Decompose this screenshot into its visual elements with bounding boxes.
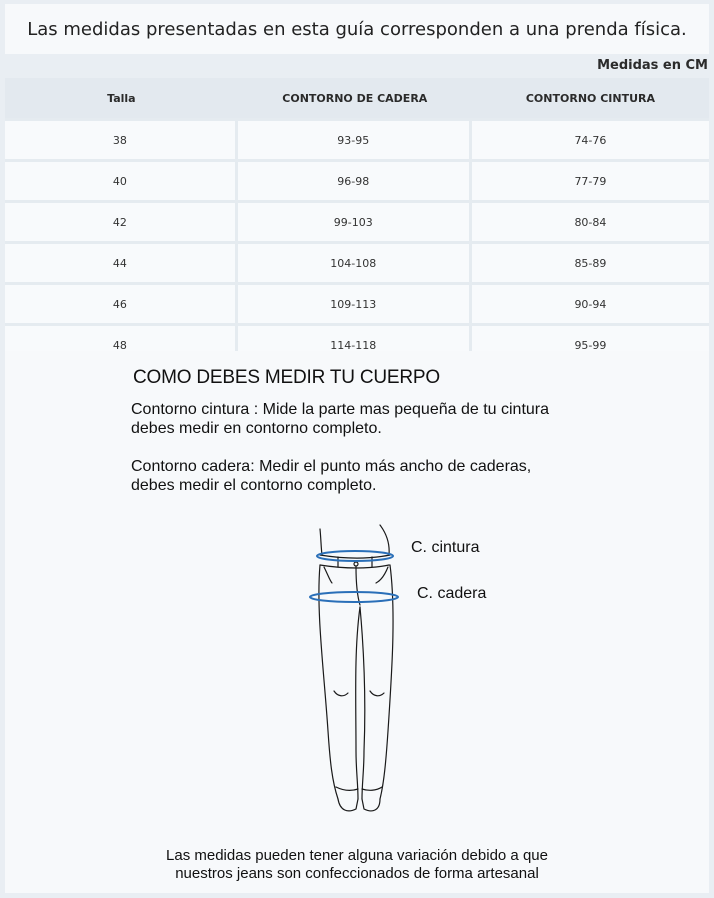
cell-size: 42 — [5, 200, 238, 241]
cell-waist: 90-94 — [472, 282, 709, 323]
table-row — [5, 200, 709, 241]
waist-label: C. cintura — [411, 539, 480, 556]
cell-waist: 80-84 — [472, 200, 709, 241]
cell-size: 40 — [5, 159, 238, 200]
cell-hip: 96-98 — [238, 159, 472, 200]
table-row — [5, 282, 709, 323]
header-size: Talla — [5, 78, 238, 118]
waist-instructions — [131, 400, 611, 438]
variation-note-line-1: Las medidas pueden tener alguna variación debido a que — [166, 847, 548, 864]
cell-hip: 93-95 — [238, 118, 472, 159]
cell-waist: 77-79 — [472, 159, 709, 200]
header-hip: CONTORNO DE CADERA — [238, 78, 472, 118]
cell-size: 44 — [5, 241, 238, 282]
cell-waist: 74-76 — [472, 118, 709, 159]
table-row — [5, 159, 709, 200]
table-row — [5, 118, 709, 159]
table-header-row — [5, 78, 709, 118]
hip-line-2: debes medir el contorno completo. — [131, 477, 377, 494]
hip-line-1: Contorno cadera: Medir el punto más ancho de caderas, — [131, 458, 532, 475]
cell-size: 48 — [5, 323, 238, 364]
measuring-guide — [5, 351, 709, 893]
measurement-bands — [310, 551, 398, 602]
cell-size: 38 — [5, 118, 238, 159]
variation-note-line-2: nuestros jeans son confeccionados de forma artesanal — [175, 865, 539, 882]
cell-hip: 99-103 — [238, 200, 472, 241]
hip-label: C. cadera — [417, 585, 487, 602]
variation-note — [5, 847, 709, 883]
units-label: Medidas en CM — [597, 58, 708, 73]
cell-hip: 104-108 — [238, 241, 472, 282]
guide-title: COMO DEBES MEDIR TU CUERPO — [133, 367, 440, 388]
table-row — [5, 241, 709, 282]
jeans-figure-illustration — [300, 521, 410, 816]
jeans-outline — [319, 525, 393, 811]
cell-hip: 109-113 — [238, 282, 472, 323]
cell-waist: 95-99 — [472, 323, 709, 364]
size-table — [5, 78, 709, 364]
cell-waist: 85-89 — [472, 241, 709, 282]
cell-size: 46 — [5, 282, 238, 323]
waist-line-1: Contorno cintura : Mide la parte mas pequeña de tu cintura — [131, 401, 550, 418]
notice-banner: Las medidas presentadas en esta guía corresponden a una prenda física. — [5, 4, 709, 54]
header-waist: CONTORNO CINTURA — [472, 78, 709, 118]
cell-hip: 114-118 — [238, 323, 472, 364]
hip-instructions — [131, 457, 611, 495]
waist-line-2: debes medir en contorno completo. — [131, 420, 382, 437]
hip-band-marker — [310, 592, 398, 602]
